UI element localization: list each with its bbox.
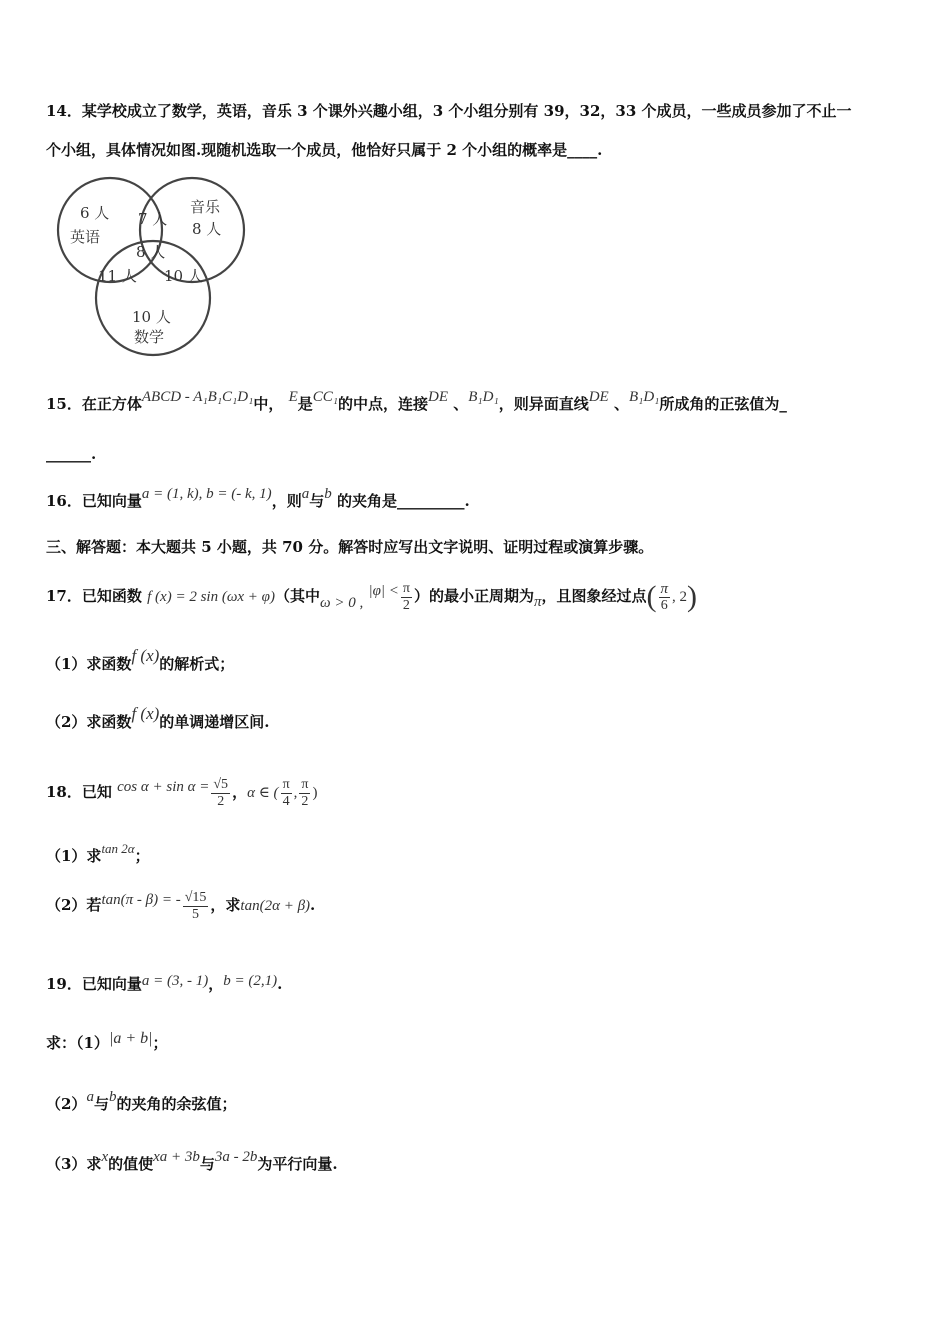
- q19-p3-expr-1: xa + 3b: [153, 1149, 200, 1165]
- q15-text-6: 所成角的正弦值为_: [659, 395, 787, 413]
- venn-english-label: 英语: [70, 228, 101, 246]
- q18-line: [46, 772, 317, 813]
- q18-p2-text: （2）若: [46, 896, 102, 914]
- q18-text-1: 已知: [81, 783, 112, 801]
- q17-text-1: 已知函数: [81, 587, 142, 605]
- q18-p1-tan: tan 2α: [101, 841, 135, 856]
- q15-text-3: 是: [297, 395, 313, 413]
- q19-p3-x: x: [101, 1149, 109, 1165]
- q19-vector-b: b = (2,1): [223, 973, 278, 989]
- q17-part2: [46, 704, 270, 732]
- q18-sqrt5: √5: [213, 776, 229, 792]
- q18-sqrt5-over-2: [211, 777, 230, 810]
- q17-p1-f: f (x): [131, 646, 160, 665]
- venn-all-three: 8 人: [136, 243, 166, 261]
- q15-sep-2: 、: [613, 395, 629, 413]
- q18-part1: [46, 841, 150, 867]
- q19-vector-a: a = (3, - 1): [141, 973, 209, 989]
- q18-two: 2: [301, 793, 309, 809]
- q19-comma: ，: [208, 975, 224, 993]
- q17-point: (: [646, 580, 657, 613]
- q15-text-1: 在正方体: [81, 395, 142, 413]
- q19-p2-with: 与: [93, 1095, 109, 1113]
- q17-pi-over-6: [659, 581, 671, 614]
- q19-number: 19．: [46, 975, 82, 993]
- q18-part2: [46, 885, 315, 926]
- section-3-heading: 三、解答题：本大题共 5 小题，共 70 分。解答时应写出文字说明、证明过程或演算步骤。: [46, 538, 654, 556]
- q17-pt-pi: π: [660, 580, 669, 597]
- q15-sep: 、: [453, 395, 469, 413]
- q17-p2-text-2: 的单调递增区间.: [159, 713, 270, 731]
- q19-ask: [46, 1030, 168, 1054]
- q18-p2-end: .: [310, 896, 316, 914]
- q17-pt-y: , 2: [672, 589, 688, 605]
- q17-two: 2: [402, 597, 410, 613]
- q18-five: 5: [192, 906, 200, 922]
- q18-pi-1: π: [282, 776, 290, 792]
- q19-p3-expr-2: 3a - 2b: [214, 1149, 258, 1165]
- q16-a: a: [301, 486, 310, 502]
- q18-pi-over-4: [281, 777, 292, 810]
- q19-part2: [46, 1089, 237, 1115]
- venn-eng-music: 7 人: [138, 210, 168, 228]
- q17-pi-over-2: [401, 581, 412, 614]
- q19-text-1: 已知向量: [81, 975, 142, 993]
- q17-text-4: ，且图象经过点: [541, 587, 647, 605]
- q18-number: 18．: [46, 783, 82, 801]
- q18-p2-text-2: ，求: [210, 896, 241, 914]
- q15-line1: [46, 389, 787, 415]
- venn-music-label: 音乐: [190, 198, 221, 216]
- q16-line: [46, 486, 470, 512]
- q14-line1: [46, 101, 852, 121]
- q17-point-close: ): [687, 580, 698, 613]
- q19-p2-text-2: 的夹角的余弦值；: [116, 1095, 237, 1113]
- q17-function: f (x) = 2 sin (ωx + φ): [147, 589, 275, 605]
- q18-sqrt15: √15: [184, 889, 207, 905]
- q19-part3: [46, 1149, 338, 1175]
- q18-expr: cos α + sin α =: [117, 779, 210, 795]
- venn-english-count: 6 人: [80, 204, 110, 222]
- q15-point-e: E: [288, 389, 298, 405]
- q18-comma-2: ,: [293, 785, 298, 801]
- q18-alpha-in: α ∈ (: [247, 785, 279, 801]
- q16-text-4: 的夹角是_________.: [336, 492, 470, 510]
- q19-line: [46, 974, 282, 995]
- q15-text-4: 的中点，连接: [337, 395, 428, 413]
- q15-line2: ______.: [46, 445, 97, 463]
- q19-p2-a: a: [86, 1089, 94, 1105]
- q19-p3-text-2: 的值使: [108, 1155, 154, 1173]
- q17-pt-six: 6: [660, 597, 668, 613]
- q19-abs-ab: |a + b|: [108, 1030, 153, 1047]
- q17-text-3: ）的最小正周期为: [413, 587, 534, 605]
- venn-math-count: 10 人: [132, 308, 171, 326]
- q15-b1d1-2: B₁D₁: [628, 389, 660, 405]
- q15-cc1: CC₁: [312, 389, 338, 405]
- q16-number: 16．: [46, 492, 82, 510]
- venn-math-label: 数学: [134, 328, 165, 346]
- venn-diagram: [52, 170, 252, 360]
- q17-period: π: [533, 594, 542, 610]
- q16-b: b: [324, 486, 332, 502]
- q15-text-5: ，则异面直线: [498, 395, 589, 413]
- q18-comma: ，: [232, 783, 248, 801]
- q14-text-1: 某学校成立了数学，英语，音乐 3 个课外兴趣小组，3 个小组分别有 39，32，33 个成员，一些成员参加了不止一: [81, 102, 852, 120]
- q17-part1: [46, 646, 235, 674]
- q19-dot: .: [277, 975, 283, 993]
- q17-p2-text: （2）求函数: [46, 713, 132, 731]
- q16-text-2: ，则: [271, 492, 302, 510]
- q16-vectors: a = (1, k), b = (- k, 1): [141, 486, 272, 502]
- q19-p3-text: （3）求: [46, 1155, 102, 1173]
- q17-phi: |φ| <: [368, 583, 399, 599]
- q18-p1-text-2: ；: [134, 847, 150, 865]
- q15-de: DE: [428, 389, 448, 405]
- q18-den-2: 2: [217, 793, 225, 809]
- q18-four: 4: [282, 793, 290, 809]
- venn-music-math: 10 人: [164, 267, 203, 285]
- q18-pi-2: π: [301, 776, 309, 792]
- q17-pi: π: [402, 580, 410, 596]
- q15-text-2: 中，: [253, 395, 284, 413]
- q18-sqrt15-over-5: [183, 890, 209, 923]
- q16-text-3: 与: [309, 492, 325, 510]
- q18-p2-expr: tan(π - β) = -: [101, 892, 181, 908]
- q14-line2: 个小组，具体情况如图.现随机选取一个成员，他恰好只属于 2 个小组的概率是____.: [46, 141, 603, 159]
- q14-number: 14．: [46, 102, 82, 120]
- q18-close: ): [312, 785, 318, 801]
- q19-p2-text: （2）: [46, 1095, 87, 1113]
- q19-ask-text: 求：（1）: [46, 1034, 109, 1052]
- q18-p2-target: tan(2α + β): [240, 898, 311, 914]
- q17-p1-text-2: 的解析式；: [159, 655, 235, 673]
- q19-p3-text-3: 为平行向量.: [257, 1155, 338, 1173]
- q15-b1d1: B₁D₁: [468, 389, 499, 405]
- q19-semi: ；: [152, 1034, 168, 1052]
- venn-music-count: 8 人: [192, 220, 222, 238]
- venn-eng-math: 11 人: [98, 267, 137, 285]
- q19-p3-with: 与: [199, 1155, 215, 1173]
- q15-number: 15．: [46, 395, 82, 413]
- q17-p1-text: （1）求函数: [46, 655, 132, 673]
- q17-omega: ω > 0 ,: [320, 595, 364, 611]
- q18-pi-over-2: [299, 777, 310, 810]
- q15-cube: ABCD - A₁B₁C₁D₁: [141, 389, 254, 405]
- q18-p1-text: （1）求: [46, 847, 102, 865]
- q17-p2-f: f (x): [131, 704, 160, 723]
- q16-text-1: 已知向量: [81, 492, 142, 510]
- q19-p2-b: b: [108, 1089, 117, 1105]
- q17-text-2: （其中: [274, 587, 320, 605]
- q17-number: 17．: [46, 587, 82, 605]
- q17-line: [46, 578, 697, 615]
- q15-de-2: DE: [588, 389, 609, 405]
